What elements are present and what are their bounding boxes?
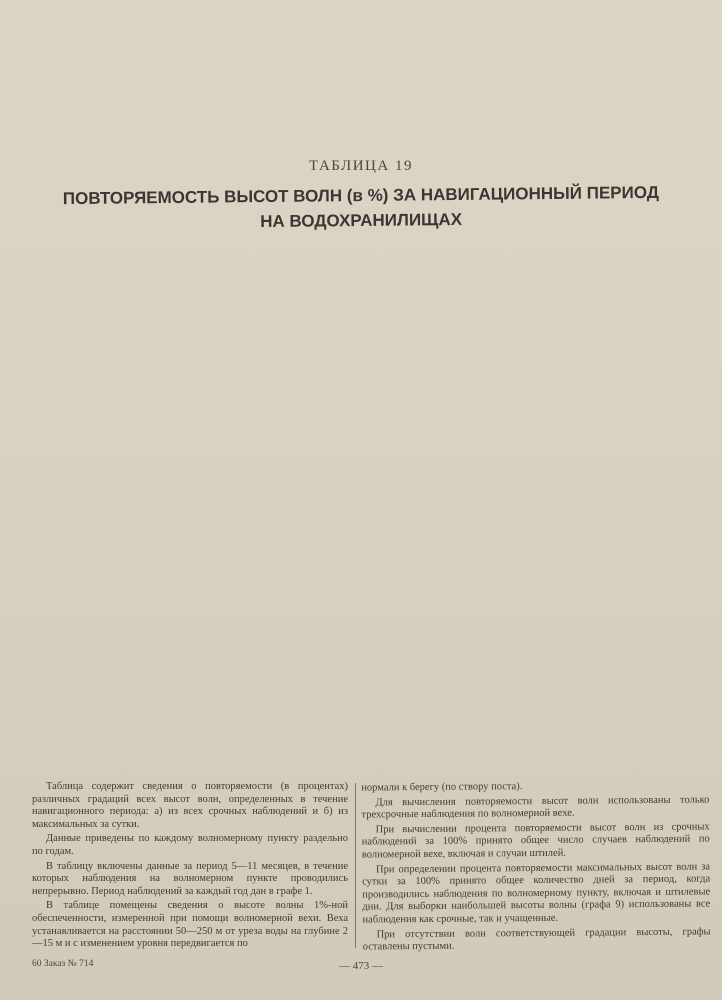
paragraph: Таблица содержит сведения о повторяемости (в процентах) различных градаций всех высот волн, определенных в течение навигационного периода: а) из всех срочных наблюдений и б) из максимальных за сутки. xyxy=(32,781,348,830)
paragraph: Для вычисления повторяемости высот волн использованы только трехсрочные наблюдения по волномерной вехе. xyxy=(361,794,710,821)
title-line-1: ПОВТОРЯЕМОСТЬ ВЫСОТ ВОЛН (в %) ЗА НАВИГАЦИОННЫЙ ПЕРИОД xyxy=(62,182,659,209)
paragraph: В таблице помещены сведения о высоте волны 1%-ной обеспеченности, измеренной при помощи волномерной вехи. Веха устанавливается на расстоянии 50—250 м от уреза воды на глубине 2—15 м и с изменением уровня передвигается по xyxy=(32,900,348,950)
paragraph: При вычислении процента повторяемости высот волн из срочных наблюдений за 100% принято общее число случаев наблюдений по волномерной вехе, включая и случаи штилей. xyxy=(361,821,710,861)
paragraph: Данные приведены по каждому волномерному пункту раздельно по годам. xyxy=(32,833,348,857)
paragraph: В таблицу включены данные за период 5—11 месяцев, в течение которых наблюдения на волномерном пункте проводились непрерывно. Период наблюдений за каждый год дан в графе 1. xyxy=(32,860,348,897)
title-line-2: НА ВОДОХРАНИЛИЩАХ xyxy=(260,209,463,232)
table-label: ТАБЛИЦА 19 xyxy=(309,158,413,174)
page-title xyxy=(40,180,682,237)
page-number: — 473 — xyxy=(339,960,383,972)
print-order-note: 60 Заказ № 714 xyxy=(32,959,94,969)
paragraph: нормали к берегу (по створу поста). xyxy=(361,781,523,794)
right-text-column xyxy=(361,779,711,956)
paragraph: При определении процента повторяемости максимальных высот волн за сутки за 100% принято общее количество дней за период, когда производились наблюдения по волномерному пункту, включая и штилевые дни. Для выборки наибольшей высоты волны (графа 9) использованы все наблюдения как срочные, так и учащенные. xyxy=(362,861,711,926)
paragraph: При отсутствии волн соответствующей градации высоты, графы оставлены пустыми. xyxy=(362,926,711,953)
column-divider xyxy=(355,783,356,948)
left-text-column xyxy=(32,781,348,953)
